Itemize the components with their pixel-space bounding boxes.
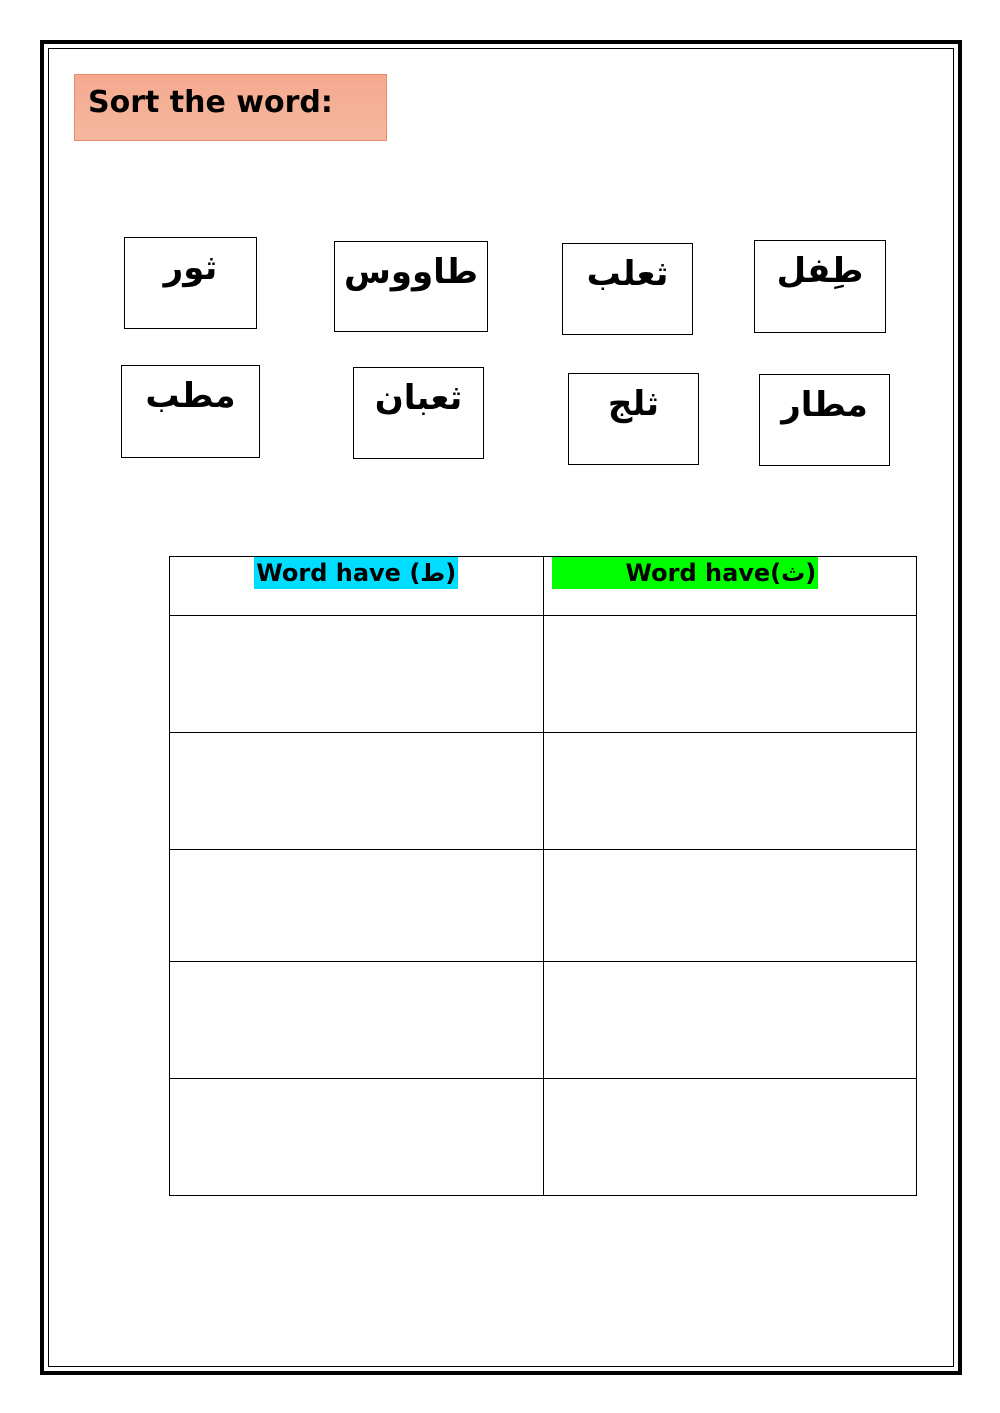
word-label: طِفل (776, 251, 864, 291)
header-label-tha: Word have(ث) (552, 557, 819, 589)
drop-cell-tha[interactable] (543, 962, 917, 1079)
drop-cell-tha[interactable] (543, 850, 917, 962)
word-label: ثعبان (374, 378, 463, 418)
word-label: ثور (163, 248, 218, 288)
drop-cell-ta[interactable] (170, 733, 544, 850)
drop-cell-tha[interactable] (543, 616, 917, 733)
drop-cell-ta[interactable] (170, 1079, 544, 1196)
page-title: Sort the word: (88, 85, 333, 120)
table-header-row (170, 557, 917, 616)
word-card[interactable] (334, 241, 488, 332)
word-card[interactable] (754, 240, 886, 333)
word-card[interactable] (121, 365, 260, 458)
table-row (170, 850, 917, 962)
header-cell-ta (170, 557, 544, 616)
table-row (170, 616, 917, 733)
word-card[interactable] (759, 374, 890, 466)
word-label: طاووس (344, 252, 478, 292)
drop-cell-ta[interactable] (170, 962, 544, 1079)
word-label: مطار (781, 385, 868, 425)
header-cell-tha (543, 557, 917, 616)
header-label-ta: Word have (ط) (256, 559, 457, 587)
word-label: ثعلب (586, 254, 669, 294)
table-row (170, 1079, 917, 1196)
drop-cell-ta[interactable] (170, 850, 544, 962)
word-card[interactable] (353, 367, 484, 459)
table-row (170, 962, 917, 1079)
drop-cell-ta[interactable] (170, 616, 544, 733)
drop-cell-tha[interactable] (543, 1079, 917, 1196)
word-card[interactable] (562, 243, 693, 335)
sort-table (169, 556, 917, 1196)
table-row (170, 733, 917, 850)
word-card[interactable] (124, 237, 257, 329)
word-label: ثلج (607, 384, 660, 424)
drop-cell-tha[interactable] (543, 733, 917, 850)
word-card[interactable] (568, 373, 699, 465)
title-banner (74, 74, 387, 141)
word-label: مطب (145, 376, 236, 416)
